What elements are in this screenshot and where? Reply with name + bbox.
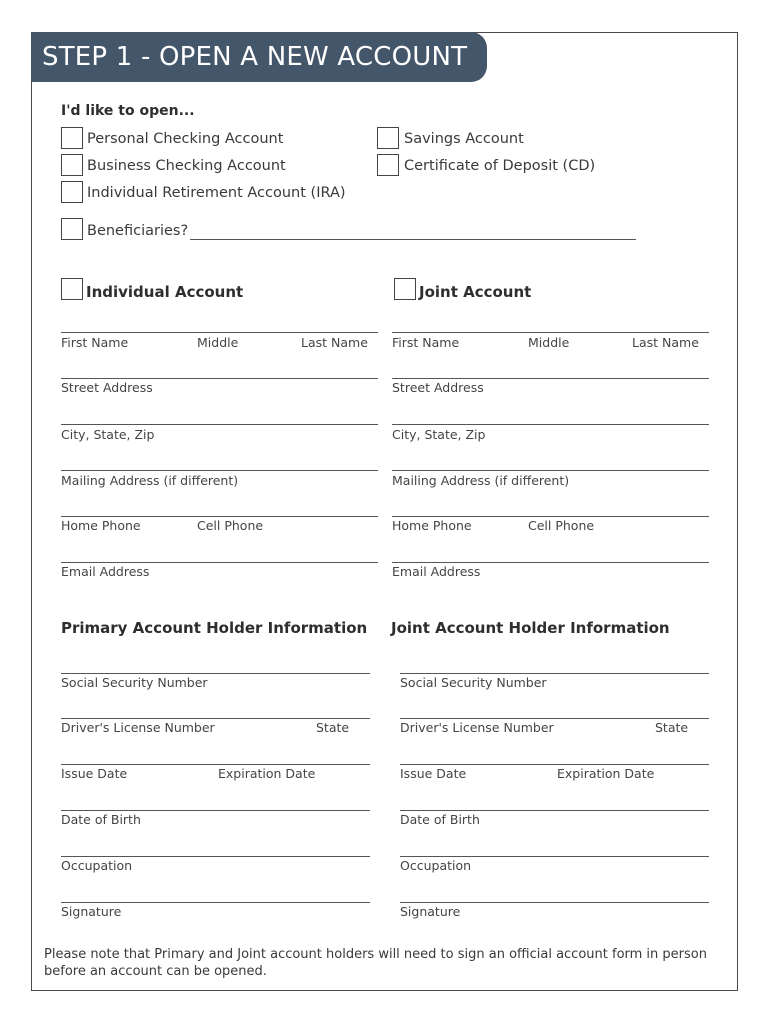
joint-occupation-label: Occupation: [400, 858, 472, 873]
joint-email-field[interactable]: [392, 562, 709, 563]
beneficiaries-field[interactable]: [190, 239, 636, 240]
primary-dob-label: Date of Birth: [61, 812, 141, 827]
beneficiaries-label: Beneficiaries?: [87, 223, 189, 239]
joint-dob-label: Date of Birth: [400, 812, 480, 827]
ira-checkbox[interactable]: [61, 181, 83, 203]
primary-ssn-field[interactable]: [61, 673, 370, 674]
individual-cell-phone-label: Cell Phone: [197, 518, 264, 533]
individual-name-field[interactable]: [61, 332, 378, 333]
individual-street-field[interactable]: [61, 378, 378, 379]
primary-issue-date-label: Issue Date: [61, 766, 128, 781]
joint-first-name-label: First Name: [392, 335, 460, 350]
joint-ssn-field[interactable]: [400, 673, 709, 674]
primary-license-field[interactable]: [61, 718, 370, 719]
primary-dates-field[interactable]: [61, 764, 370, 765]
primary-ssn-label: Social Security Number: [61, 675, 208, 690]
joint-occupation-field[interactable]: [400, 856, 709, 857]
business-checking-label: Business Checking Account: [87, 158, 286, 174]
individual-account-heading: Individual Account: [86, 283, 244, 301]
joint-state-label: State: [655, 720, 689, 735]
joint-holder-heading: Joint Account Holder Information: [391, 619, 670, 637]
joint-license-field[interactable]: [400, 718, 709, 719]
page-title: STEP 1 - OPEN A NEW ACCOUNT: [31, 32, 487, 82]
joint-issue-date-label: Issue Date: [400, 766, 467, 781]
primary-dob-field[interactable]: [61, 810, 370, 811]
joint-last-name-label: Last Name: [632, 335, 699, 350]
individual-mailing-label: Mailing Address (if different): [61, 473, 239, 488]
individual-street-label: Street Address: [61, 380, 153, 395]
joint-phone-field[interactable]: [392, 516, 709, 517]
primary-signature-field[interactable]: [61, 902, 370, 903]
primary-holder-heading: Primary Account Holder Information: [61, 619, 368, 637]
joint-dob-field[interactable]: [400, 810, 709, 811]
primary-occupation-field[interactable]: [61, 856, 370, 857]
joint-license-label: Driver's License Number: [400, 720, 554, 735]
primary-state-label: State: [316, 720, 350, 735]
joint-dates-field[interactable]: [400, 764, 709, 765]
joint-cell-phone-label: Cell Phone: [528, 518, 595, 533]
joint-ssn-label: Social Security Number: [400, 675, 547, 690]
primary-signature-label: Signature: [61, 904, 122, 919]
personal-checking-checkbox[interactable]: [61, 127, 83, 149]
individual-first-name-label: First Name: [61, 335, 129, 350]
joint-signature-field[interactable]: [400, 902, 709, 903]
joint-home-phone-label: Home Phone: [392, 518, 472, 533]
cd-label: Certificate of Deposit (CD): [404, 158, 596, 174]
joint-email-label: Email Address: [392, 564, 481, 579]
individual-last-name-label: Last Name: [301, 335, 368, 350]
cd-checkbox[interactable]: [377, 154, 399, 176]
joint-city-field[interactable]: [392, 424, 709, 425]
joint-expiration-date-label: Expiration Date: [557, 766, 655, 781]
joint-account-checkbox[interactable]: [394, 278, 416, 300]
individual-account-checkbox[interactable]: [61, 278, 83, 300]
individual-city-label: City, State, Zip: [61, 427, 155, 442]
joint-street-label: Street Address: [392, 380, 484, 395]
individual-mailing-field[interactable]: [61, 470, 378, 471]
joint-account-heading: Joint Account: [419, 283, 532, 301]
ira-label: Individual Retirement Account (IRA): [87, 185, 346, 201]
individual-email-field[interactable]: [61, 562, 378, 563]
individual-city-field[interactable]: [61, 424, 378, 425]
joint-mailing-field[interactable]: [392, 470, 709, 471]
business-checking-checkbox[interactable]: [61, 154, 83, 176]
primary-license-label: Driver's License Number: [61, 720, 215, 735]
joint-middle-label: Middle: [528, 335, 570, 350]
individual-email-label: Email Address: [61, 564, 150, 579]
primary-occupation-label: Occupation: [61, 858, 133, 873]
joint-mailing-label: Mailing Address (if different): [392, 473, 570, 488]
individual-phone-field[interactable]: [61, 516, 378, 517]
savings-label: Savings Account: [404, 131, 524, 147]
joint-city-label: City, State, Zip: [392, 427, 486, 442]
joint-signature-label: Signature: [400, 904, 461, 919]
individual-home-phone-label: Home Phone: [61, 518, 141, 533]
footer-note: Please note that Primary and Joint account holders will need to sign an official account form in person before an account can be opened.: [44, 947, 707, 979]
joint-street-field[interactable]: [392, 378, 709, 379]
individual-middle-label: Middle: [197, 335, 239, 350]
savings-checkbox[interactable]: [377, 127, 399, 149]
personal-checking-label: Personal Checking Account: [87, 131, 284, 147]
beneficiaries-checkbox[interactable]: [61, 218, 83, 240]
primary-expiration-date-label: Expiration Date: [218, 766, 316, 781]
joint-name-field[interactable]: [392, 332, 709, 333]
open-intro-label: I'd like to open...: [61, 103, 195, 119]
